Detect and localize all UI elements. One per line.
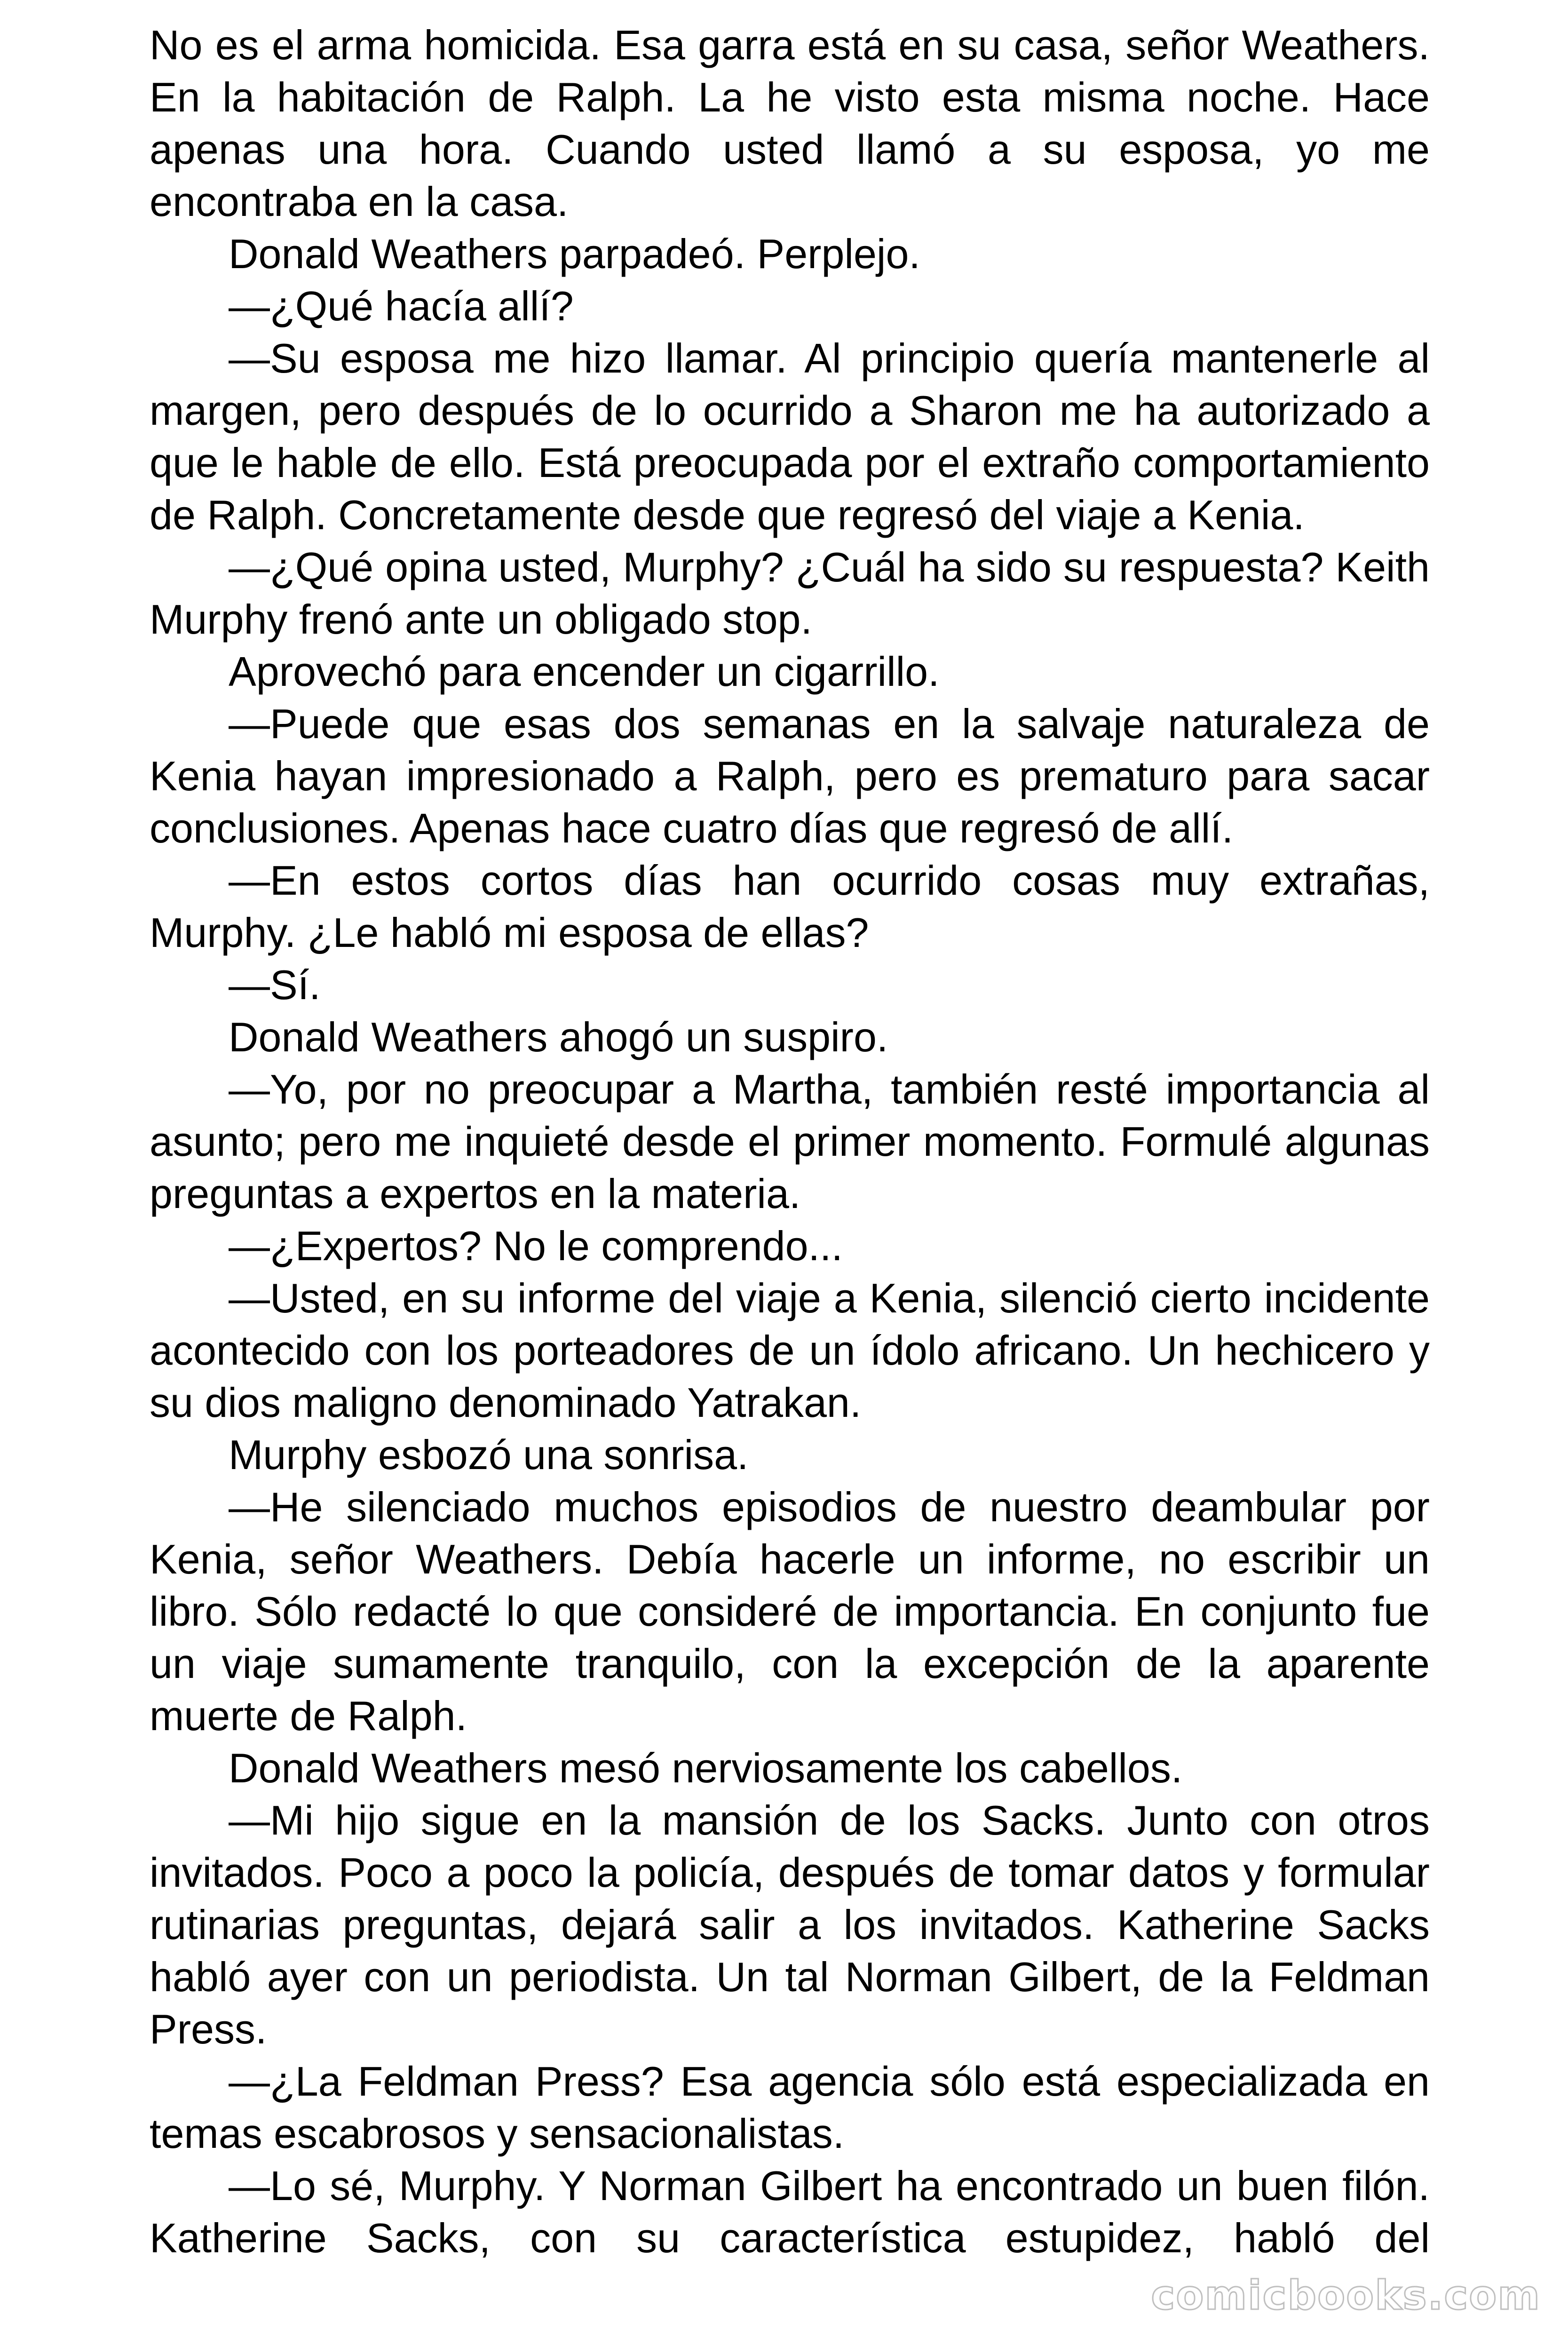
- paragraph: —Yo, por no preocupar a Martha, también resté importancia al asunto; pero me inquieté desde el primer momento. Formulé algunas preguntas a expertos en la materia.: [150, 1066, 1430, 1217]
- paragraph: —Sí.: [229, 961, 321, 1008]
- paragraph: No es el arma homicida. Esa garra está en su casa, señor Weathers. En la habitación de Ralph. La he visto esta misma noche. Hace apenas una hora. Cuando usted llamó a su esposa, yo me encontraba en la casa.: [150, 22, 1430, 225]
- paragraph-continued: —Lo sé, Murphy. Y Norman Gilbert ha encontrado un buen filón. Katherine Sacks, con su característica estupidez, habló del: [150, 2162, 1430, 2261]
- document-page: [150, 19, 1430, 2264]
- paragraph: —¿Expertos? No le comprendo...: [229, 1223, 843, 1269]
- watermark: comicbooks.com: [1151, 2272, 1541, 2319]
- paragraph: Murphy esbozó una sonrisa.: [229, 1431, 749, 1478]
- paragraph: —He silenciado muchos episodios de nuestro deambular por Kenia, señor Weathers. Debía hacerle un informe, no escribir un libro. Sólo redacté lo que consideré de importancia. En conjunto fue un viaje sumamente tranquilo, con la excepción de la aparente muerte de Ralph.: [150, 1484, 1430, 1739]
- paragraph: Donald Weathers mesó nerviosamente los cabellos.: [229, 1745, 1183, 1791]
- paragraph: —Usted, en su informe del viaje a Kenia, silenció cierto incidente acontecido con los porteadores de un ídolo africano. Un hechicero y su dios maligno denominado Yatrakan.: [150, 1275, 1430, 1426]
- paragraph: —¿Qué hacía allí?: [229, 283, 574, 329]
- paragraph: —En estos cortos días han ocurrido cosas muy extrañas, Murphy. ¿Le habló mi esposa de ellas?: [150, 857, 1430, 956]
- paragraph: —¿Qué opina usted, Murphy? ¿Cuál ha sido su respuesta? Keith Murphy frenó ante un obligado stop.: [150, 544, 1430, 643]
- paragraph: Donald Weathers parpadeó. Perplejo.: [229, 230, 920, 277]
- paragraph: Donald Weathers ahogó un suspiro.: [229, 1014, 888, 1060]
- paragraph: Aprovechó para encender un cigarrillo.: [229, 648, 940, 695]
- paragraph: —Puede que esas dos semanas en la salvaje naturaleza de Kenia hayan impresionado a Ralph, pero es prematuro para sacar conclusiones. Apenas hace cuatro días que regresó de allí.: [150, 700, 1430, 851]
- paragraph: —Mi hijo sigue en la mansión de los Sacks. Junto con otros invitados. Poco a poco la policía, después de tomar datos y formular rutinarias preguntas, dejará salir a los invitados. Katherine Sacks habló ayer con un periodista. Un tal Norman Gilbert, de la Feldman Press.: [150, 1797, 1430, 2052]
- paragraph: —Su esposa me hizo llamar. Al principio quería mantenerle al margen, pero después de lo ocurrido a Sharon me ha autorizado a que le hable de ello. Está preocupada por el extraño comportamiento de Ralph. Concretamente desde que regresó del viaje a Kenia.: [150, 335, 1430, 538]
- paragraph: —¿La Feldman Press? Esa agencia sólo está especializada en temas escabrosos y sensacionalistas.: [150, 2058, 1430, 2157]
